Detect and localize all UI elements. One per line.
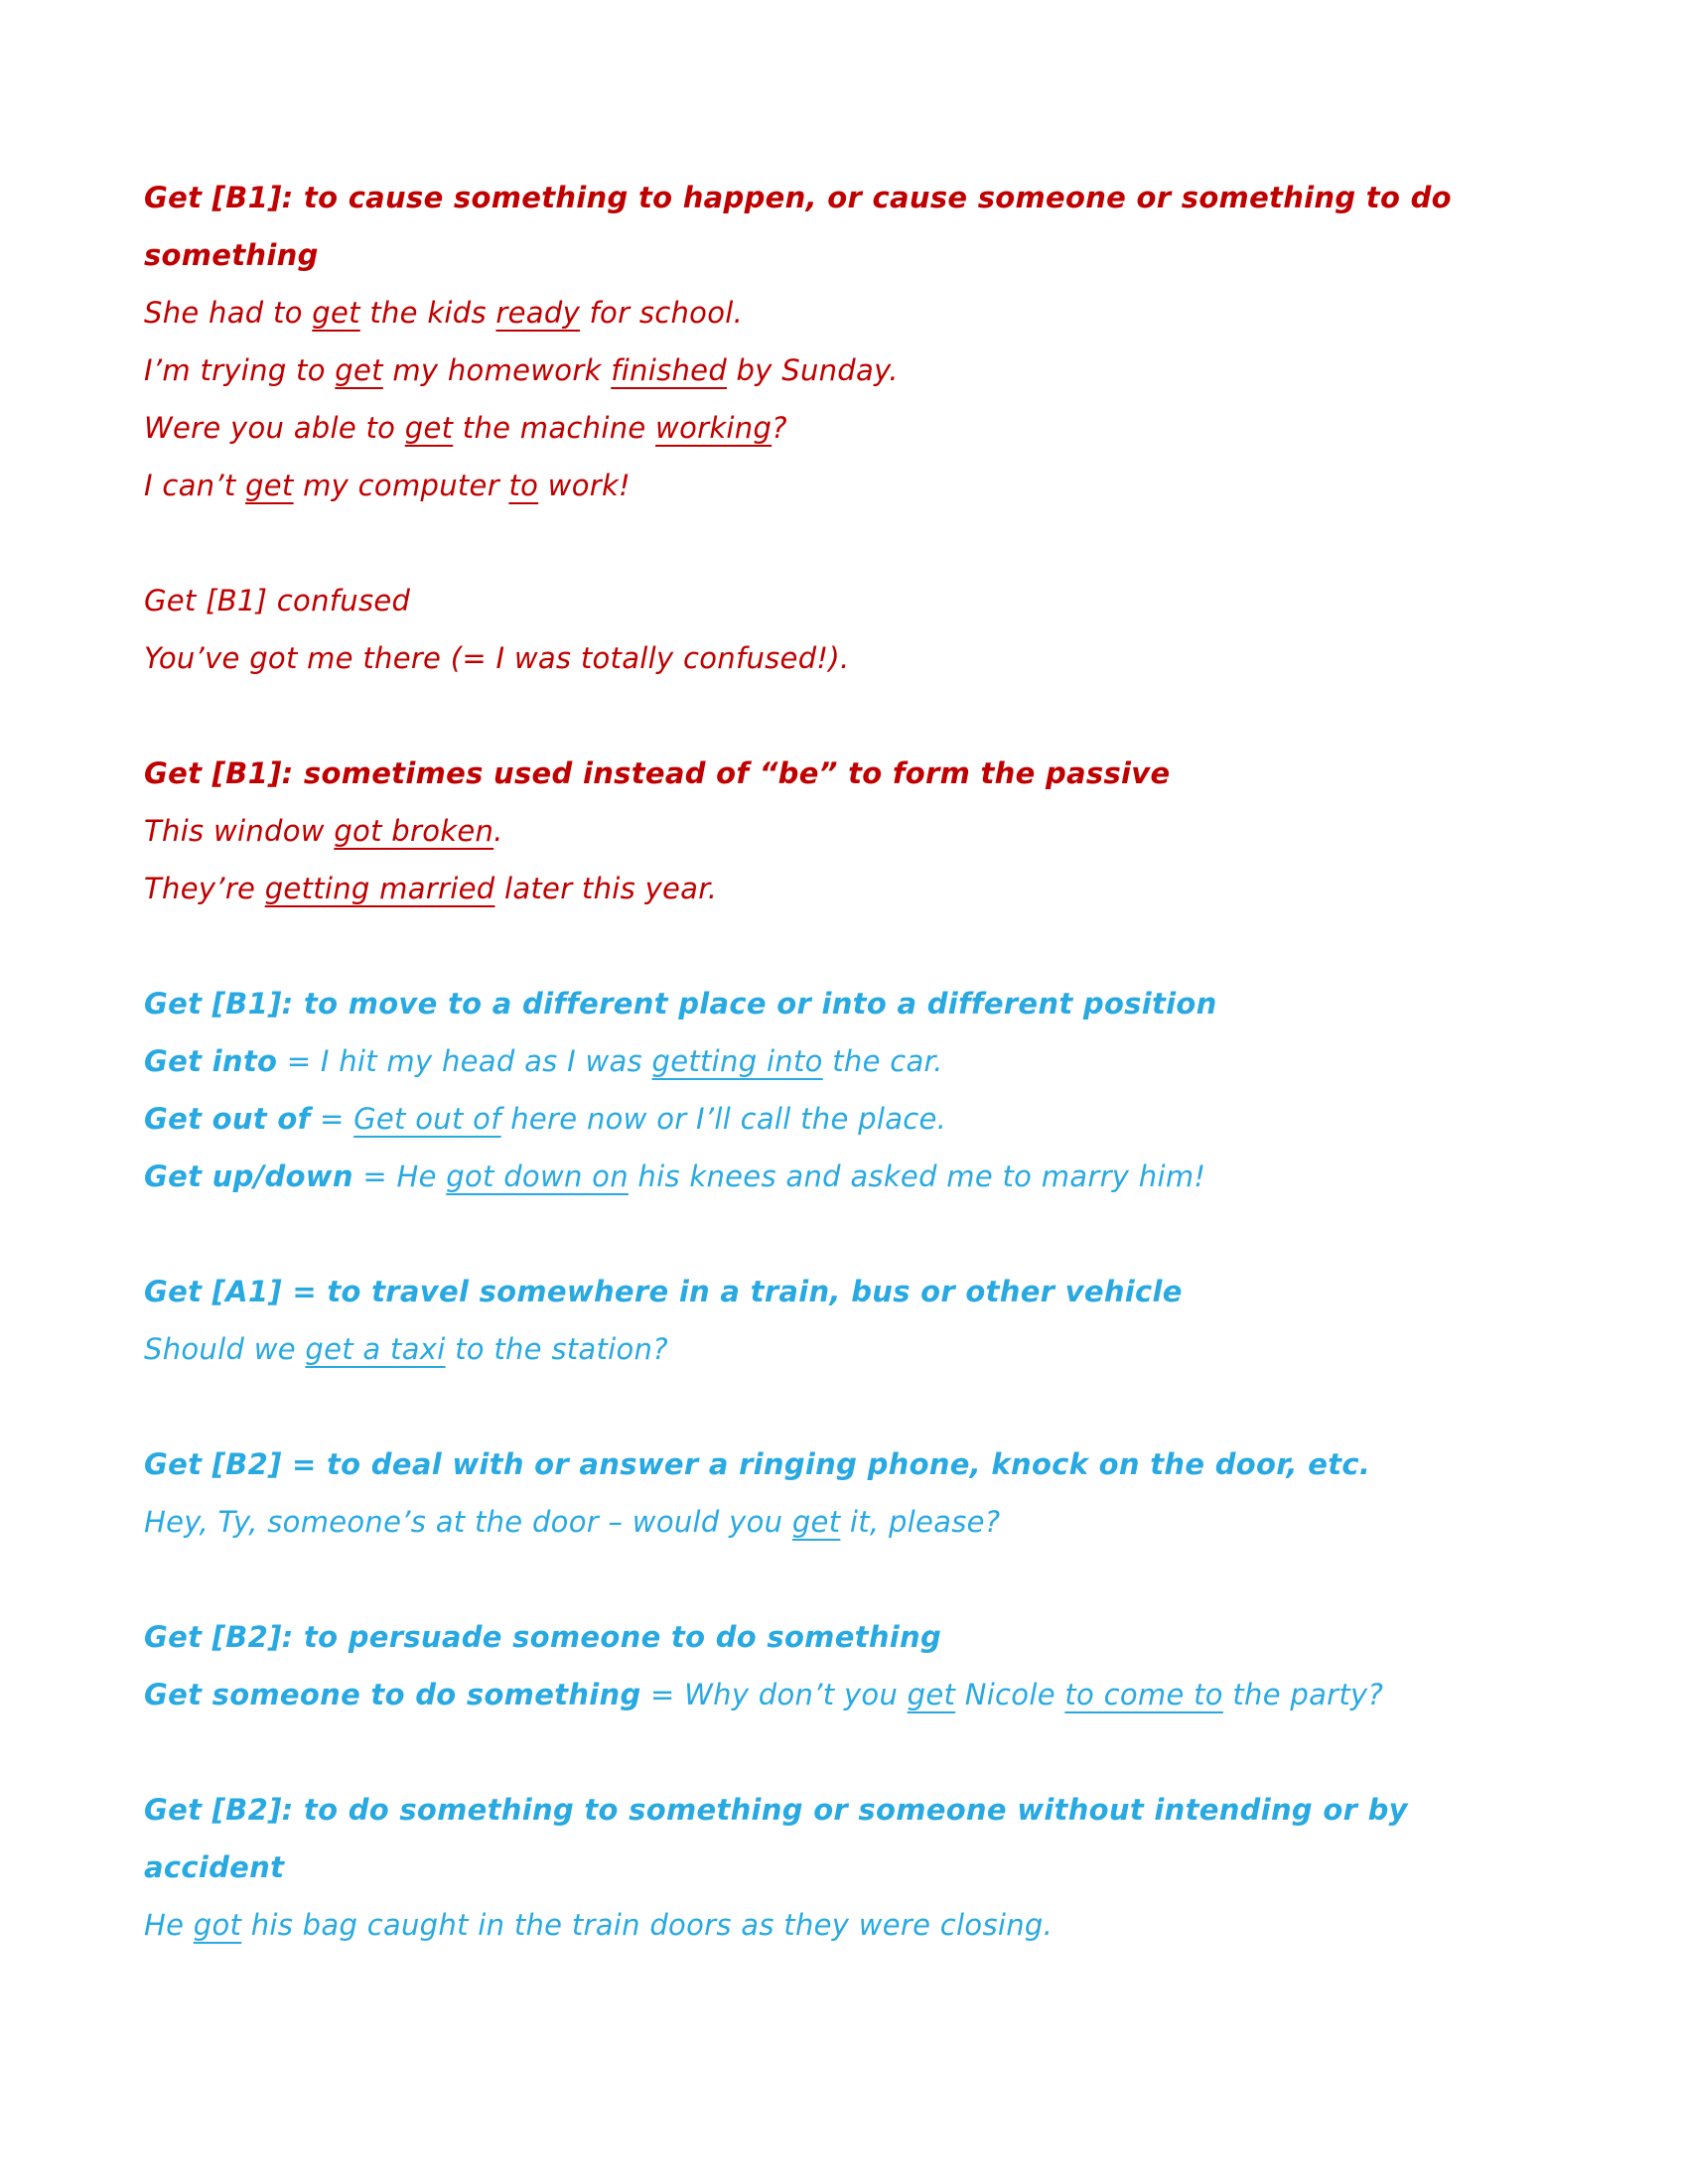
text-segment: He [144, 1908, 194, 1942]
section-get-b1-cause [144, 169, 1584, 514]
underlined-term: to come to [1064, 1678, 1223, 1711]
text-segment: She had to [144, 296, 313, 330]
section-get-b2-accident [144, 1781, 1584, 1954]
example-line [144, 1666, 1584, 1723]
text-segment: Hey, Ty, someone’s at the door – would you [144, 1505, 792, 1539]
text-segment: = He [352, 1160, 447, 1193]
definition-heading [144, 1839, 1584, 1896]
text-segment: Nicole [955, 1678, 1065, 1711]
definition-heading [144, 745, 1584, 802]
example-line [144, 1032, 1584, 1090]
example-line [144, 860, 1584, 917]
example-line [144, 457, 1584, 514]
text-segment: for school. [580, 296, 744, 330]
example-line [144, 341, 1584, 399]
bold-term: Get [B1]: sometimes used instead of “be” to form the passive [144, 756, 1171, 790]
example-line [144, 1090, 1584, 1148]
text-segment: Get [B1] confused [144, 584, 411, 617]
section-get-a1-travel [144, 1263, 1584, 1378]
underlined-term: finished [611, 353, 728, 387]
example-line [144, 284, 1584, 341]
underlined-term: got broken [334, 814, 494, 848]
underlined-term: working [655, 411, 773, 445]
example-line [144, 1320, 1584, 1378]
definition-heading [144, 572, 1584, 629]
text-segment: the party? [1222, 1678, 1384, 1711]
text-segment: by Sunday. [727, 353, 899, 387]
example-line [144, 1148, 1584, 1205]
example-line [144, 399, 1584, 457]
underlined-term: Get out of [353, 1102, 501, 1136]
definition-heading [144, 226, 1584, 284]
example-line [144, 629, 1584, 687]
underlined-term: ready [495, 296, 581, 330]
underlined-term: get [312, 296, 360, 330]
example-line [144, 802, 1584, 860]
bold-term: Get [B1]: to cause something to happen, or cause someone or something to do [144, 181, 1452, 214]
text-segment: This window [144, 814, 335, 848]
example-line [144, 1493, 1584, 1551]
underlined-term: get [245, 469, 294, 502]
definition-heading [144, 1608, 1584, 1666]
bold-term: something [144, 238, 319, 272]
text-segment: . [493, 814, 503, 848]
example-line [144, 1896, 1584, 1954]
bold-term: Get [B2]: to do something to something or someone without intending or by [144, 1793, 1408, 1827]
text-segment: = Why don’t you [640, 1678, 908, 1711]
bold-term: Get [B2] = to deal with or answer a ringing phone, knock on the door, etc. [144, 1447, 1371, 1481]
bold-term: Get someone to do something [144, 1678, 641, 1711]
text-segment: work! [538, 469, 631, 502]
text-segment: I can’t [144, 469, 246, 502]
text-segment: here now or I’ll call the place. [500, 1102, 947, 1136]
bold-term: Get up/down [144, 1160, 353, 1193]
bold-term: accident [144, 1850, 285, 1884]
underlined-term: get [791, 1505, 841, 1539]
text-segment: his bag caught in the train doors as they were closing. [241, 1908, 1054, 1942]
definition-heading [144, 1263, 1584, 1320]
underlined-term: got [193, 1908, 242, 1942]
section-get-b2-answer [144, 1435, 1584, 1551]
text-segment: They’re [144, 872, 265, 905]
underlined-term: getting into [651, 1044, 823, 1078]
bold-term: Get [A1] = to travel somewhere in a train, bus or other vehicle [144, 1275, 1183, 1308]
definition-heading [144, 1781, 1584, 1839]
text-segment: it, please? [840, 1505, 1001, 1539]
text-segment: = I hit my head as I was [277, 1044, 652, 1078]
definition-heading [144, 975, 1584, 1032]
bold-term: Get [B1]: to move to a different place or into a different position [144, 987, 1217, 1021]
text-segment: Should we [144, 1332, 306, 1366]
section-get-b1-move [144, 975, 1584, 1205]
text-segment: the car. [822, 1044, 943, 1078]
text-segment: my homework [382, 353, 612, 387]
text-segment: Were you able to [144, 411, 405, 445]
text-segment: = [310, 1102, 354, 1136]
document-body [144, 169, 1584, 1954]
definition-heading [144, 169, 1584, 226]
definition-heading [144, 1435, 1584, 1493]
section-get-b1-passive [144, 745, 1584, 917]
underlined-term: get a taxi [305, 1332, 446, 1366]
underlined-term: get [335, 353, 383, 387]
underlined-term: got down on [446, 1160, 629, 1193]
section-get-b2-persuade [144, 1608, 1584, 1723]
text-segment: the machine [453, 411, 656, 445]
text-segment: I’m trying to [144, 353, 336, 387]
text-segment: my computer [293, 469, 509, 502]
underlined-term: getting married [264, 872, 495, 905]
text-segment: ? [772, 411, 787, 445]
text-segment: the kids [359, 296, 496, 330]
text-segment: You’ve got me there (= I was totally confused!). [144, 641, 850, 675]
bold-term: Get into [144, 1044, 278, 1078]
bold-term: Get out of [144, 1102, 311, 1136]
underlined-term: get [907, 1678, 956, 1711]
underlined-term: to [508, 469, 539, 502]
text-segment: later this year. [494, 872, 718, 905]
underlined-term: get [404, 411, 454, 445]
text-segment: to the station? [445, 1332, 668, 1366]
section-get-b1-confused [144, 572, 1584, 687]
bold-term: Get [B2]: to persuade someone to do something [144, 1620, 942, 1654]
text-segment: his knees and asked me to marry him! [628, 1160, 1206, 1193]
